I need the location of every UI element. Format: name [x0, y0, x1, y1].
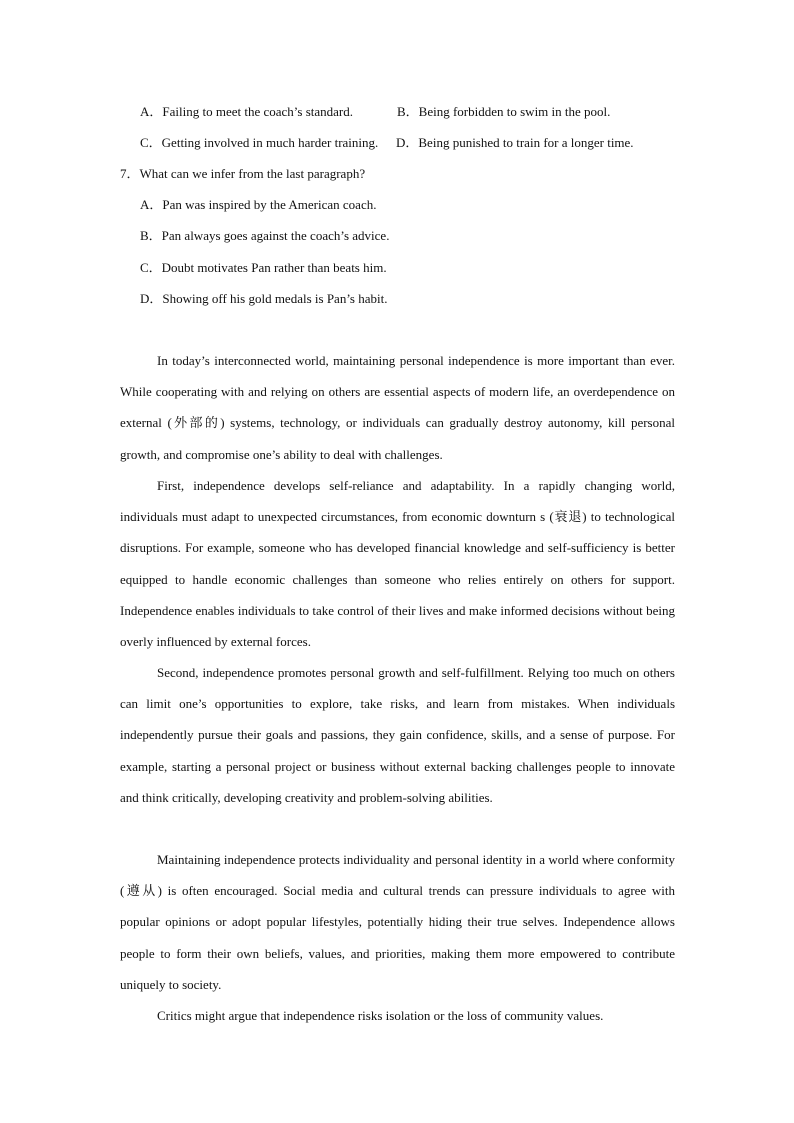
q6-option-c: C．Getting involved in much harder training. — [140, 135, 379, 150]
q7-stem: 7．What can we infer from the last paragraph? — [120, 166, 366, 181]
passage-paragraph-1: In today’s interconnected world, maintaining personal independence is more important than ever. While cooperating with and relying on others are essential aspects of modern life, an overdependence on external (外部的) systems, technology, or individuals can gradually destroy autonomy, kill personal growth, and compromise one’s ability to deal with challenges. — [120, 353, 675, 462]
q6-option-a: A．Failing to meet the coach’s standard. — [140, 104, 354, 119]
q7-option-d: D．Showing off his gold medals is Pan’s habit. — [140, 291, 388, 306]
q6-option-b: B．Being forbidden to swim in the pool. — [397, 104, 611, 119]
passage-paragraph-5: Critics might argue that independence risks isolation or the loss of community values. — [157, 1008, 604, 1023]
passage-paragraph-3: Second, independence promotes personal growth and self-fulfillment. Relying too much on others can limit one’s opportunities to explore, take risks, and learn from mistakes. When individuals independently pursue their goals and passions, they gain confidence, skills, and a sense of purpose. For example, starting a personal project or business without external backing challenges people to innovate and think critically, developing creativity and problem-solving abilities. — [120, 665, 675, 805]
q7-option-c: C．Doubt motivates Pan rather than beats him. — [140, 260, 387, 275]
q6-option-d: D．Being punished to train for a longer time. — [396, 135, 634, 150]
q7-option-b: B．Pan always goes against the coach’s advice. — [140, 228, 390, 243]
q7-option-a: A．Pan was inspired by the American coach. — [140, 197, 377, 212]
passage-paragraph-2: First, independence develops self-reliance and adaptability. In a rapidly changing world, individuals must adapt to unexpected circumstances, from economic downturn s (衰退) to technological disruptions. For example, someone who has developed financial knowledge and self-sufficiency is better equipped to handle economic challenges than someone who relies entirely on others for support. Independence enables individuals to take control of their lives and make informed decisions without being overly influenced by external forces. — [120, 478, 675, 650]
passage-paragraph-4: Maintaining independence protects individuality and personal identity in a world where conformity (遵从) is often encouraged. Social media and cultural trends can pressure individuals to agree with popular opinions or adopt popular lifestyles, potentially hiding their true selves. Independence allows people to form their own beliefs, values, and priorities, making them more empowered to contribute uniquely to society. — [120, 852, 675, 992]
